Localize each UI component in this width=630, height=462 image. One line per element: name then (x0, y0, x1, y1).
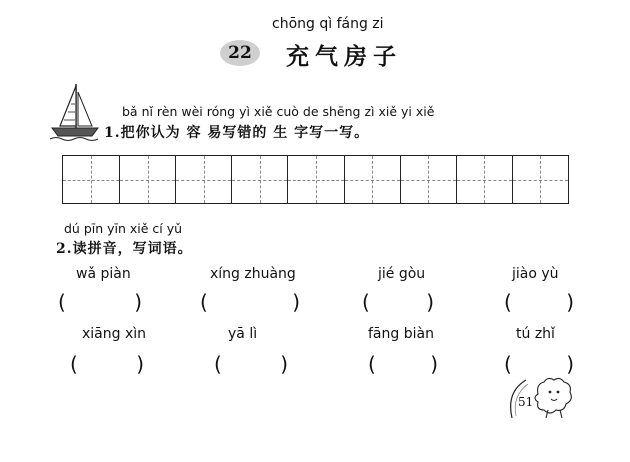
grid-guide-horizontal (345, 180, 400, 181)
grid-cell[interactable] (119, 156, 175, 203)
answer-blank[interactable] (58, 290, 142, 314)
answer-blank[interactable] (368, 352, 438, 376)
title-pinyin: chōng qì fáng zi (272, 16, 384, 32)
grid-cell[interactable] (63, 156, 119, 203)
q2-pinyin: dú pīn yīn xiě cí yǔ (64, 221, 183, 236)
grid-guide-horizontal (457, 180, 512, 181)
close-paren: ) (292, 290, 300, 314)
open-paren: ( (504, 352, 512, 376)
grid-guide-horizontal (401, 180, 456, 181)
grid-cell[interactable] (287, 156, 343, 203)
grid-cell[interactable] (344, 156, 400, 203)
word-pinyin: jiào yù (512, 266, 559, 282)
grid-cell[interactable] (512, 156, 568, 203)
answer-blank[interactable] (504, 290, 574, 314)
q1-instruction: 1.把你认为 容 易写错的 生 字写一写。 (104, 125, 370, 141)
close-paren: ) (430, 352, 438, 376)
word-pinyin: wǎ piàn (76, 266, 131, 282)
answer-blank[interactable] (362, 290, 434, 314)
word-pinyin: jié gòu (378, 266, 426, 282)
grid-cell[interactable] (456, 156, 512, 203)
word-pinyin: fāng biàn (368, 326, 434, 342)
word-pinyin: xiāng xìn (82, 326, 147, 342)
open-paren: ( (58, 290, 66, 314)
lesson-number-badge: 22 (220, 40, 260, 66)
page-number: 51 (518, 395, 534, 409)
grid-guide-horizontal (288, 180, 343, 181)
grid-guide-horizontal (176, 180, 231, 181)
open-paren: ( (504, 290, 512, 314)
word-pinyin: xíng zhuàng (210, 266, 296, 282)
answer-blank[interactable] (214, 352, 288, 376)
grid-cell[interactable] (175, 156, 231, 203)
open-paren: ( (200, 290, 208, 314)
grid-guide-horizontal (513, 180, 568, 181)
close-paren: ) (280, 352, 288, 376)
answer-blank[interactable] (200, 290, 300, 314)
grid-guide-horizontal (63, 180, 119, 181)
close-paren: ) (134, 290, 142, 314)
open-paren: ( (70, 352, 78, 376)
word-pinyin: tú zhǐ (516, 326, 555, 342)
close-paren: ) (426, 290, 434, 314)
open-paren: ( (214, 352, 222, 376)
open-paren: ( (362, 290, 370, 314)
close-paren: ) (566, 290, 574, 314)
close-paren: ) (566, 352, 574, 376)
word-pinyin: yā lì (228, 326, 258, 342)
writing-grid[interactable] (62, 155, 569, 204)
grid-cell[interactable] (231, 156, 287, 203)
open-paren: ( (368, 352, 376, 376)
page-title: 充气房子 (286, 43, 402, 70)
grid-cell[interactable] (400, 156, 456, 203)
answer-blank[interactable] (70, 352, 144, 376)
grid-guide-horizontal (120, 180, 175, 181)
close-paren: ) (136, 352, 144, 376)
sailboat-icon (48, 82, 100, 142)
q2-instruction: 2.读拼音，写词语。 (56, 241, 193, 257)
q1-pinyin: bǎ nǐ rèn wèi róng yì xiě cuò de shēng zì xiě yi xiě (122, 104, 435, 119)
grid-guide-horizontal (232, 180, 287, 181)
